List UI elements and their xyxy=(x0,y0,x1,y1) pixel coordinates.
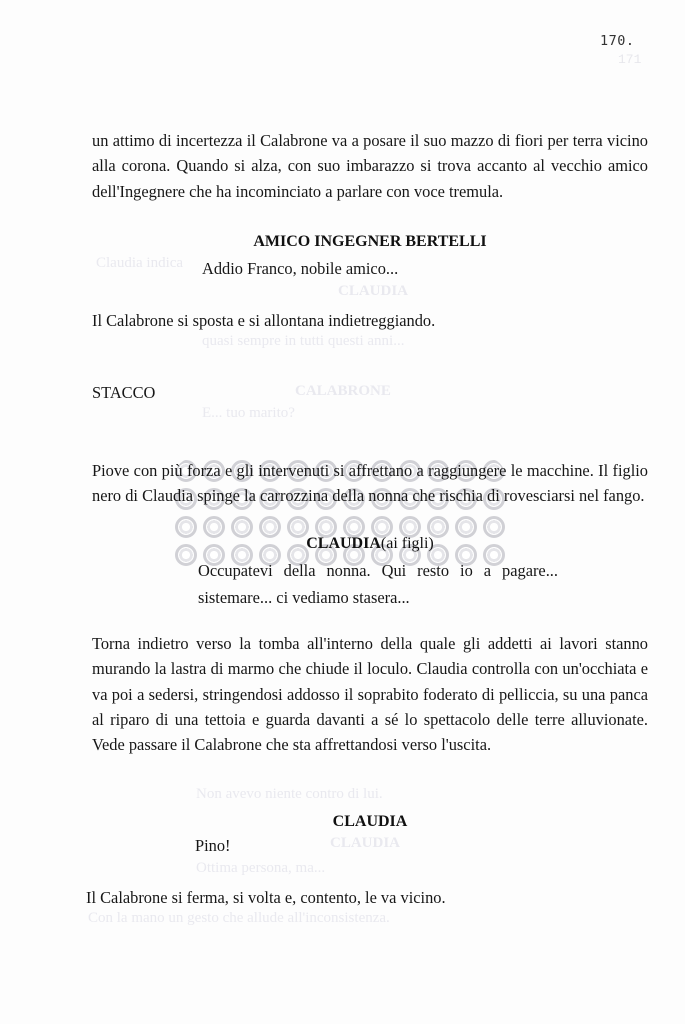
paragraph-action: un attimo di incertezza il Calabrone va a posare il suo mazzo di fiori per terra vicino alla corona. Quando si alza, con suo imbarazzo si trova accanto al vecchio amico dell'Ingegnere che ha incominciato a parlare con voce tremula. xyxy=(92,131,648,201)
dialogue-line: Pino! xyxy=(195,836,231,855)
character-name xyxy=(92,535,648,553)
bleed-through-text: CLAUDIA xyxy=(338,283,409,299)
bleed-through-text: Non avevo niente contro di lui. xyxy=(196,786,383,802)
character-name: AMICO INGEGNER BERTELLI xyxy=(253,233,487,250)
bleed-through-page-number: 171 xyxy=(618,52,642,67)
bleed-through-text: Ottima persona, ma... xyxy=(196,860,326,876)
bleed-through-text: quasi sempre in tutti questi anni... xyxy=(202,333,405,349)
dialogue-line: Addio Franco, nobile amico... xyxy=(202,259,399,278)
bleed-through-text: Con la mano un gesto che allude all'inconsistenza. xyxy=(88,910,390,926)
paragraph-action: Piove con più forza e gli intervenuti si affrettano a raggiungere le macchine. Il figlio nero di Claudia spinge la carrozzina della nonna che rischia di rovesciarsi nel fango. xyxy=(92,461,648,506)
page-number: 170. xyxy=(600,33,635,49)
parenthetical: (ai figli) xyxy=(380,535,434,552)
paragraph-action: Torna indietro verso la tomba all'interno della quale gli addetti ai lavori stanno murando la lastra di marmo che chiude il loculo. Claudia controlla con un'occhiata e va poi a sedersi, stringendosi addosso il soprabito foderato di pelliccia, su una panca al riparo di una tettoia e guarda davanti a sé lo spettacolo delle terre alluvionate. Vede passare il Calabrone che sta affrettandosi verso l'uscita. xyxy=(92,634,648,755)
bleed-through-text: CLAUDIA xyxy=(330,835,401,851)
character-name: CLAUDIA xyxy=(332,813,408,830)
bleed-through-text: Claudia indica xyxy=(96,255,184,271)
scene-transition: STACCO xyxy=(92,383,156,402)
character-name-text: CLAUDIA xyxy=(306,535,381,552)
paragraph-action: Il Calabrone si sposta e si allontana indietreggiando. xyxy=(92,311,436,330)
bleed-through-text: E... tuo marito? xyxy=(202,405,295,421)
bleed-through-text: CALABRONE xyxy=(295,383,391,399)
paragraph-action: Il Calabrone si ferma, si volta e, contento, le va vicino. xyxy=(86,888,446,907)
dialogue-line: Occupatevi della nonna. Qui resto io a pagare... sistemare... ci vediamo stasera... xyxy=(198,561,558,607)
